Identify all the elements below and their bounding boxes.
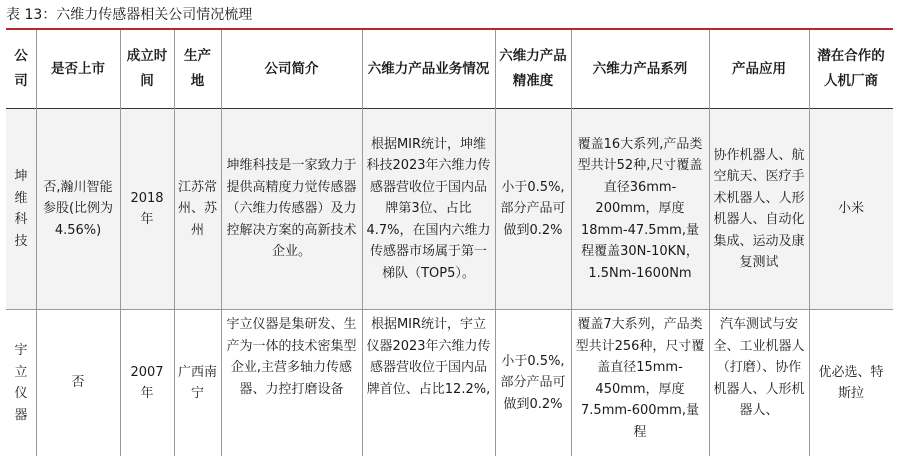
row2-company: 宇立仪器 <box>6 310 36 456</box>
column-divider <box>495 30 496 456</box>
row2-partners: 优必选、特斯拉 <box>809 310 893 456</box>
header-listed: 是否上市 <box>36 30 120 108</box>
row1-precision: 小于0.5%,部分产品可做到0.2% <box>495 109 571 309</box>
row1-company: 坤维科技 <box>6 109 36 309</box>
header-divider <box>6 108 893 109</box>
header-intro: 公司简介 <box>221 30 362 108</box>
row2-series: 覆盖7大系列，产品类型共计256种，尺寸覆盖直径15mm-450mm，厚度7.5mm-600mm,量程 <box>571 310 709 456</box>
row1-partners: 小米 <box>809 109 893 309</box>
header-founded: 成立时间 <box>120 30 174 108</box>
column-divider <box>709 30 710 456</box>
header-location: 生产地 <box>174 30 221 108</box>
row1-business: 根据MIR统计，坤维科技2023年六维力传感器营收位于国内品牌第3位、占比4.7%，在国内六维力传感器市场属于第一梯队（TOP5）。 <box>362 109 495 309</box>
row1-application: 协作机器人、航空航天、医疗手术机器人、人形机器人、自动化集成、运动及康复测试 <box>709 109 809 309</box>
column-divider <box>221 30 222 456</box>
header-partners: 潜在合作的人机厂商 <box>809 30 893 108</box>
header-application: 产品应用 <box>709 30 809 108</box>
header-series: 六维力产品系列 <box>571 30 709 108</box>
row1-series: 覆盖16大系列,产品类型共计52种,尺寸覆盖直径36mm-200mm，厚度18mm-47.5mm,量程覆盖30N-10KN，1.5Nm-1600Nm <box>571 109 709 309</box>
row-divider <box>6 309 893 310</box>
column-divider <box>36 30 37 456</box>
row2-listed: 否 <box>36 310 120 456</box>
row2-precision: 小于0.5%,部分产品可做到0.2% <box>495 310 571 456</box>
table-title: 表 13：六维力传感器相关公司情况梳理 <box>6 7 253 23</box>
row1-listed: 否,瀚川智能参股(比例为4.56%) <box>36 109 120 309</box>
header-business: 六维力产品业务情况 <box>362 30 495 108</box>
row2-founded: 2007年 <box>120 310 174 456</box>
row2-application: 汽车测试与安全、工业机器人（打磨）、协作机器人、人形机器人、 <box>709 310 809 456</box>
row1-intro: 坤维科技是一家致力于提供高精度力觉传感器（六维力传感器）及力控解决方案的高新技术企业。 <box>221 109 362 309</box>
row2-intro: 宇立仪器是集研发、生产为一体的技术密集型企业,主营多轴力传感器、力控打磨设备 <box>221 310 362 456</box>
column-divider <box>362 30 363 456</box>
column-divider <box>120 30 121 456</box>
column-divider <box>571 30 572 456</box>
column-divider <box>809 30 810 456</box>
column-divider <box>174 30 175 456</box>
header-precision: 六维力产品精准度 <box>495 30 571 108</box>
header-company: 公司 <box>6 30 36 108</box>
row1-founded: 2018年 <box>120 109 174 309</box>
row1-location: 江苏常州、苏州 <box>174 109 221 309</box>
row2-location: 广西南宁 <box>174 310 221 456</box>
row2-business: 根据MIR统计，宇立仪器2023年六维力传感器营收位于国内品牌首位、占比12.2%, <box>362 310 495 456</box>
company-table <box>6 30 893 456</box>
